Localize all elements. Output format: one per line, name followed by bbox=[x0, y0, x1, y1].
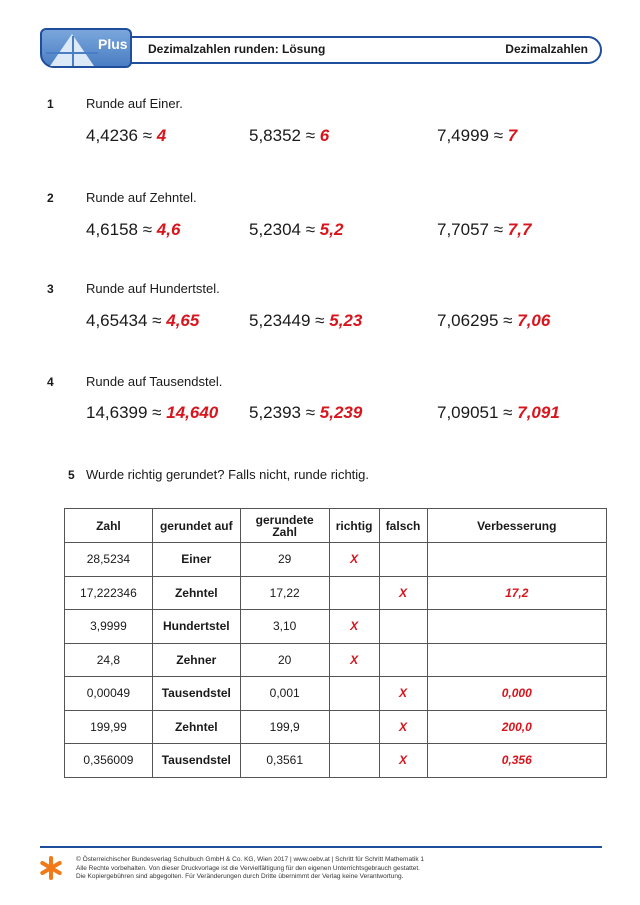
task-instruction: Runde auf Hundertstel. bbox=[86, 281, 220, 296]
correction: 0,000 bbox=[427, 677, 606, 711]
check-mark: X bbox=[379, 576, 427, 610]
task-number: 4 bbox=[47, 375, 54, 389]
answer: 4 bbox=[156, 126, 167, 145]
check-mark: X bbox=[329, 610, 379, 644]
correction bbox=[427, 543, 606, 577]
correction bbox=[427, 643, 606, 677]
task-number: 2 bbox=[47, 191, 54, 205]
table-row: 24,8 Zehner 20 X bbox=[65, 643, 607, 677]
exercise-item: 7,06295 ≈ 7,06 bbox=[437, 311, 551, 330]
check-mark bbox=[329, 677, 379, 711]
table-row: 17,222346 Zehntel 17,22 X 17,2 bbox=[65, 576, 607, 610]
exercise-item: 5,2304 ≈ 5,2 bbox=[249, 220, 344, 239]
column-header: falsch bbox=[379, 509, 427, 543]
check-mark: X bbox=[379, 710, 427, 744]
task-number: 5 bbox=[68, 468, 75, 482]
subject-label: Dezimalzahlen bbox=[505, 42, 588, 56]
answer: 6 bbox=[319, 126, 330, 145]
page-title: Dezimalzahlen runden: Lösung bbox=[148, 42, 326, 56]
footer-divider bbox=[40, 846, 602, 848]
correction: 200,0 bbox=[427, 710, 606, 744]
answer: 14,640 bbox=[166, 403, 219, 422]
table-row: 3,9999 Hundertstel 3,10 X bbox=[65, 610, 607, 644]
column-header: gerundet auf bbox=[152, 509, 240, 543]
exercise-item: 4,6158 ≈ 4,6 bbox=[86, 220, 181, 239]
column-header: Verbesserung bbox=[427, 509, 606, 543]
check-mark bbox=[379, 643, 427, 677]
exercise-item: 14,6399 ≈ 14,640 bbox=[86, 403, 219, 422]
column-header: Zahl bbox=[65, 509, 153, 543]
answer: 5,239 bbox=[319, 403, 363, 422]
answer: 5,2 bbox=[319, 220, 344, 239]
exercise-item: 7,7057 ≈ 7,7 bbox=[437, 220, 532, 239]
correction: 17,2 bbox=[427, 576, 606, 610]
rounding-table bbox=[64, 508, 607, 778]
column-header: richtig bbox=[329, 509, 379, 543]
check-mark: X bbox=[379, 677, 427, 711]
check-mark bbox=[379, 543, 427, 577]
table-header-row bbox=[65, 509, 607, 543]
publisher-star-icon bbox=[38, 854, 64, 882]
check-mark bbox=[329, 576, 379, 610]
check-mark bbox=[329, 744, 379, 778]
check-mark bbox=[379, 610, 427, 644]
answer: 4,65 bbox=[166, 311, 200, 330]
check-mark: X bbox=[329, 543, 379, 577]
answer: 4,6 bbox=[156, 220, 181, 239]
logo-text: Plus bbox=[98, 36, 128, 52]
exercise-item: 4,4236 ≈ 4 bbox=[86, 126, 167, 145]
exercise-item: 7,4999 ≈ 7 bbox=[437, 126, 518, 145]
exercise-item: 5,8352 ≈ 6 bbox=[249, 126, 330, 145]
table-row: 199,99 Zehntel 199,9 X 200,0 bbox=[65, 710, 607, 744]
task-number: 3 bbox=[47, 282, 54, 296]
answer: 5,23 bbox=[329, 311, 363, 330]
answer: 7 bbox=[507, 126, 518, 145]
answer: 7,091 bbox=[517, 403, 560, 422]
task-number: 1 bbox=[47, 97, 54, 111]
task-instruction: Runde auf Zehntel. bbox=[86, 190, 197, 205]
exercise-item: 7,09051 ≈ 7,091 bbox=[437, 403, 560, 422]
task-instruction: Runde auf Einer. bbox=[86, 96, 183, 111]
exercise-item: 5,23449 ≈ 5,23 bbox=[249, 311, 363, 330]
correction bbox=[427, 610, 606, 644]
correction: 0,356 bbox=[427, 744, 606, 778]
check-mark: X bbox=[379, 744, 427, 778]
exercise-item: 5,2393 ≈ 5,239 bbox=[249, 403, 363, 422]
answer: 7,06 bbox=[517, 311, 551, 330]
table-row: 28,5234 Einer 29 X bbox=[65, 543, 607, 577]
answer: 7,7 bbox=[507, 220, 532, 239]
check-mark: X bbox=[329, 643, 379, 677]
check-mark bbox=[329, 710, 379, 744]
task-instruction: Wurde richtig gerundet? Falls nicht, runde richtig. bbox=[86, 467, 370, 482]
task-instruction: Runde auf Tausendstel. bbox=[86, 374, 223, 389]
table-row: 0,00049 Tausendstel 0,001 X 0,000 bbox=[65, 677, 607, 711]
copyright-notice: © Österreichischer Bundesverlag Schulbuch GmbH & Co. KG, Wien 2017 | www.oebv.at | Schritt für Schritt Mathematik 1 Alle Rechte vorbehalten. Von dieser Druckvorlage ist die Vervielfältigung für den eigenen Unterrichtsgebrauch gestattet. Die Kopiergebühren sind abgegolten. Für Veränderungen durch Dritte übernimmt der Verlag keine Verantwortung. bbox=[76, 856, 424, 880]
table-row: 0,356009 Tausendstel 0,3561 X 0,356 bbox=[65, 744, 607, 778]
exercise-item: 4,65434 ≈ 4,65 bbox=[86, 311, 200, 330]
plus-logo bbox=[40, 28, 132, 68]
column-header: gerundete Zahl bbox=[240, 509, 329, 543]
